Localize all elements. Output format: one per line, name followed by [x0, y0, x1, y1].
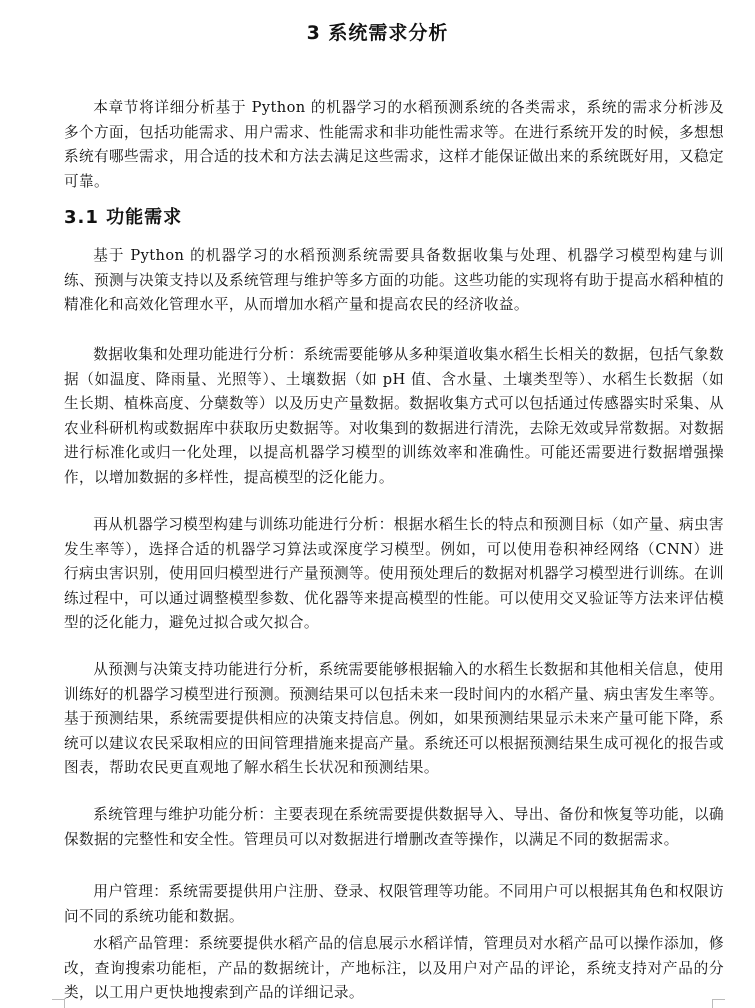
- intro-paragraph: 本章节将详细分析基于 Python 的机器学习的水稻预测系统的各类需求，系统的需求分析涉及多个方面，包括功能需求、用户需求、性能需求和非功能性需求等。在进行系统开发的时候，多想想系统有哪些需求，用合适的技术和方法去满足这些需求，这样才能保证做出来的系统既好用，又稳定可靠。: [64, 99, 724, 190]
- paragraph-system-management: 系统管理与维护功能分析：主要表现在系统需要提供数据导入、导出、备份和恢复等功能，以确保数据的完整性和安全性。管理员可以对数据进行增删改查等操作，以满足不同的数据需求。: [64, 806, 724, 848]
- page-corner-mark-left: [52, 999, 65, 1008]
- page-corner-mark-right: [712, 999, 725, 1008]
- paragraph-overview: 基于 Python 的机器学习的水稻预测系统需要具备数据收集与处理、机器学习模型构建与训练、预测与决策支持以及系统管理与维护等多方面的功能。这些功能的实现将有助于提高水稻种植的精准化和高效化管理水平，从而增加水稻产量和提高农民的经济收益。: [64, 247, 724, 313]
- paragraph-model-training: 再从机器学习模型构建与训练功能进行分析：根据水稻生长的特点和预测目标（如产量、病虫害发生率等），选择合适的机器学习算法或深度学习模型。例如，可以使用卷积神经网络（CNN）进行病虫害识别，使用回归模型进行产量预测等。使用预处理后的数据对机器学习模型进行训练。在训练过程中，可以通过调整模型参数、优化器等来提高模型的性能。可以使用交叉验证等方法来评估模型的泛化能力，避免过拟合或欠拟合。: [64, 516, 724, 631]
- chapter-title: 3 系统需求分析: [306, 22, 449, 44]
- section-title: 3.1 功能需求: [64, 207, 183, 228]
- paragraph-user-management: 用户管理：系统需要提供用户注册、登录、权限管理等功能。不同用户可以根据其角色和权限访问不同的系统功能和数据。: [64, 883, 724, 925]
- paragraph-prediction: 从预测与决策支持功能进行分析，系统需要能够根据输入的水稻生长数据和其他相关信息，使用训练好的机器学习模型进行预测。预测结果可以包括未来一段时间内的水稻产量、病虫害发生率等。基于预测结果，系统需要提供相应的决策支持信息。例如，如果预测结果显示未来产量可能下降，系统可以建议农民采取相应的田间管理措施来提高产量。系统还可以根据预测结果生成可视化的报告或图表，帮助农民更直观地了解水稻生长状况和预测结果。: [64, 661, 724, 776]
- paragraph-data-collection: 数据收集和处理功能进行分析：系统需要能够从多种渠道收集水稻生长相关的数据，包括气象数据（如温度、降雨量、光照等）、土壤数据（如 pH 值、含水量、土壤类型等）、水稻生长数据（如生长期、植株高度、分蘖数等）以及历史产量数据。数据收集方式可以包括通过传感器实时采集、从农业科研机构或数据库中获取历史数据等。对收集到的数据进行清洗，去除无效或异常数据。对数据进行标准化或归一化处理，以提高机器学习模型的训练效率和准确性。可能还需要进行数据增强操作，以增加数据的多样性，提高模型的泛化能力。: [64, 346, 724, 486]
- paragraph-product-management: 水稻产品管理：系统要提供水稻产品的信息展示水稻详情，管理员对水稻产品可以操作添加，修改，查询搜索功能柜，产品的数据统计，产地标注，以及用户对产品的评论，系统支持对产品的分类，以工用户更快地搜索到产品的详细记录。: [64, 935, 724, 1001]
